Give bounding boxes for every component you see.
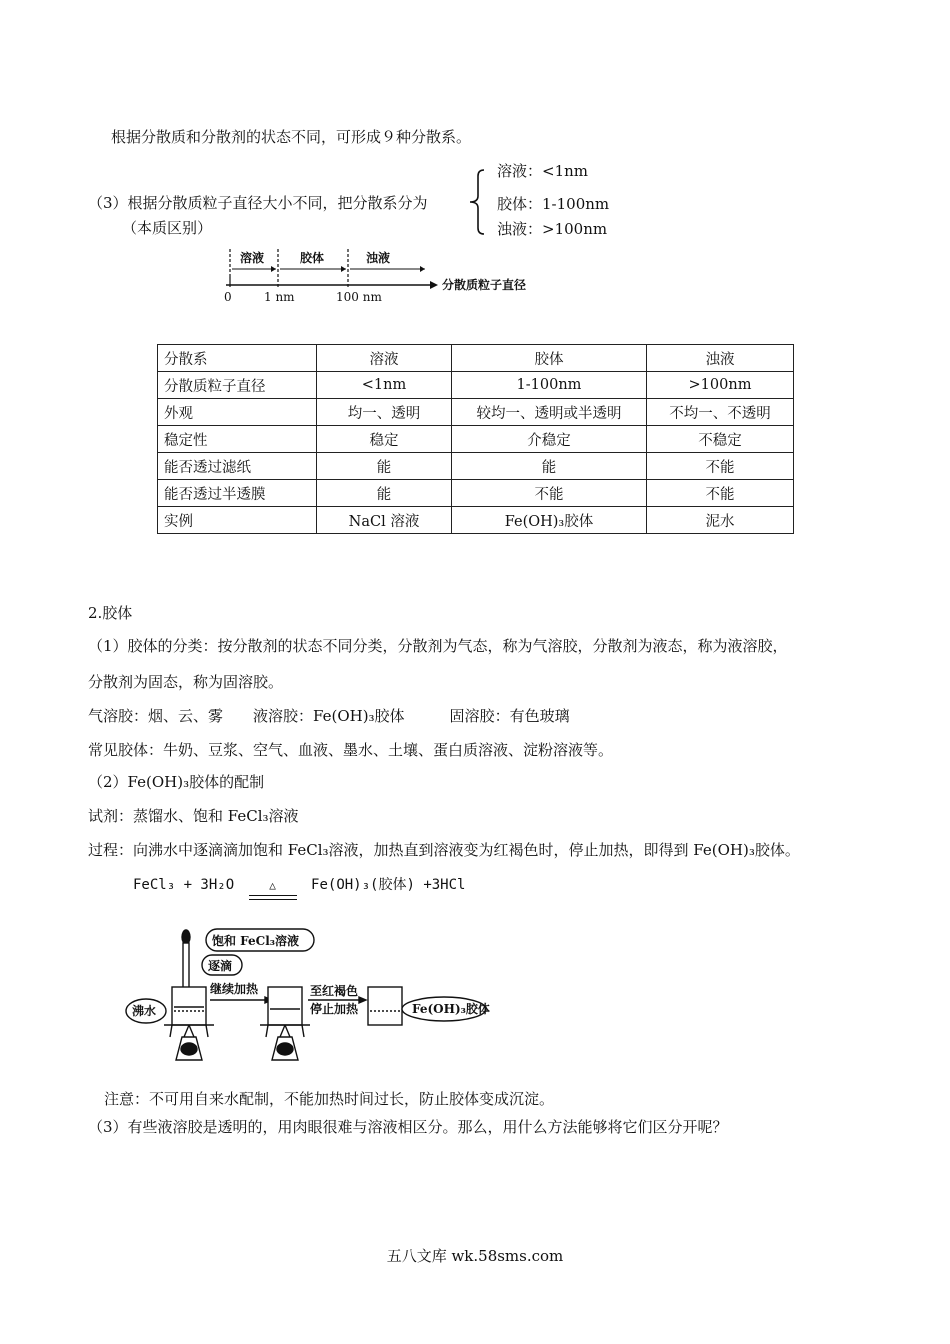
label-step2a: 至红褐色 xyxy=(310,984,359,998)
scale-tick-0: 0 xyxy=(224,290,232,304)
table-cell: 能 xyxy=(317,453,452,480)
label-reagent: 饱和 FeCl₃溶液 xyxy=(212,934,300,948)
table-row xyxy=(158,453,794,480)
equation xyxy=(133,874,465,894)
section2-p5: 试剂：蒸馏水、饱和 FeCl₃溶液 xyxy=(88,807,299,825)
table-cell: 能 xyxy=(317,480,452,507)
intro-line: 根据分散质和分散剂的状态不同，可形成９种分散系。 xyxy=(111,128,472,146)
table-cell: 1-100nm xyxy=(452,372,647,399)
class-item-solution: 溶液：<1nm xyxy=(497,162,588,180)
particle-size-scale xyxy=(220,245,560,305)
dispersion-comparison-table xyxy=(157,344,794,534)
table-cell: 分散质粒子直径 xyxy=(158,372,317,399)
table-cell: 不能 xyxy=(647,480,794,507)
table-row xyxy=(158,399,794,426)
scale-tick-1nm: 1 nm xyxy=(264,290,295,304)
section2-p7: 注意：不可用自来水配制，不能加热时间过长，防止胶体变成沉淀。 xyxy=(104,1090,555,1108)
table-header-row xyxy=(158,345,794,372)
table-cell: 能否透过半透膜 xyxy=(158,480,317,507)
table-cell: 稳定 xyxy=(317,426,452,453)
table-cell: 不能 xyxy=(647,453,794,480)
table-cell: Fe(OH)₃胶体 xyxy=(452,507,647,534)
table-header-cell: 浊液 xyxy=(647,345,794,372)
label-boiling-water: 沸水 xyxy=(132,1004,157,1018)
table-cell: 不均一、不透明 xyxy=(647,399,794,426)
scale-seg-colloid: 胶体 xyxy=(300,251,325,265)
colloid-preparation-diagram xyxy=(122,925,502,1075)
section2-p4: （2）Fe(OH)₃胶体的配制 xyxy=(88,773,265,791)
table-row xyxy=(158,372,794,399)
table-cell: 不稳定 xyxy=(647,426,794,453)
section2-p3: 常见胶体：牛奶、豆浆、空气、血液、墨水、土壤、蛋白质溶液、淀粉溶液等。 xyxy=(88,741,614,759)
classification-lead: （3）根据分散质粒子直径大小不同，把分散系分为 xyxy=(88,194,428,212)
label-step1: 继续加热 xyxy=(210,982,259,996)
table-cell: 泥水 xyxy=(647,507,794,534)
table-header-cell: 分散系 xyxy=(158,345,317,372)
class-item-colloid: 胶体：1-100nm xyxy=(497,195,610,213)
table-row xyxy=(158,480,794,507)
equation-left: FeCl₃ + 3H₂O xyxy=(133,877,235,893)
table-cell: NaCl 溶液 xyxy=(317,507,452,534)
table-cell: 实例 xyxy=(158,507,317,534)
scale-seg-suspension: 浊液 xyxy=(366,251,391,265)
section2-p2: 气溶胶：烟、云、雾 液溶胶：Fe(OH)₃胶体 固溶胶：有色玻璃 xyxy=(88,707,570,725)
section2-title: 2.胶体 xyxy=(88,604,133,622)
table-cell: 能否透过滤纸 xyxy=(158,453,317,480)
label-product: Fe(OH)₃胶体 xyxy=(412,1002,490,1016)
table-cell: >100nm xyxy=(647,372,794,399)
scale-axis-label: 分散质粒子直径 xyxy=(442,278,527,292)
table-cell: 外观 xyxy=(158,399,317,426)
table-cell: 介稳定 xyxy=(452,426,647,453)
table-header-cell: 胶体 xyxy=(452,345,647,372)
heat-condition: △ xyxy=(269,879,276,892)
section2-p8: （3）有些液溶胶是透明的，用肉眼很难与溶液相区分。那么，用什么方法能够将它们区分开呢？ xyxy=(88,1118,728,1136)
scale-seg-solution: 溶液 xyxy=(240,251,265,265)
table-row xyxy=(158,507,794,534)
label-step2b: 停止加热 xyxy=(310,1002,359,1016)
table-cell: <1nm xyxy=(317,372,452,399)
brace-icon xyxy=(466,166,490,236)
table-cell: 不能 xyxy=(452,480,647,507)
table-header-cell: 溶液 xyxy=(317,345,452,372)
table-cell: 稳定性 xyxy=(158,426,317,453)
label-dropwise: 逐滴 xyxy=(208,959,233,973)
equation-right: Fe(OH)₃(胶体) +3HCl xyxy=(311,877,466,893)
section2-p1b: 分散剂为固态，称为固溶胶。 xyxy=(88,673,284,691)
section2-p6: 过程：向沸水中逐滴滴加饱和 FeCl₃溶液，加热直到溶液变为红褐色时，停止加热，即得到 Fe(OH)₃胶体。 xyxy=(88,841,800,859)
footer: 五八文库 wk.58sms.com xyxy=(386,1247,564,1265)
table-cell: 较均一、透明或半透明 xyxy=(452,399,647,426)
equation-arrow xyxy=(249,877,297,893)
table-cell: 能 xyxy=(452,453,647,480)
class-item-suspension: 浊液：>100nm xyxy=(497,220,608,238)
scale-tick-100nm: 100 nm xyxy=(336,290,382,304)
classification-note: （本质区别） xyxy=(122,219,213,237)
section2-p1: （1）胶体的分类：按分散剂的状态不同分类，分散剂为气态，称为气溶胶，分散剂为液态，称为液溶胶， xyxy=(88,637,788,655)
table-row xyxy=(158,426,794,453)
table-cell: 均一、透明 xyxy=(317,399,452,426)
